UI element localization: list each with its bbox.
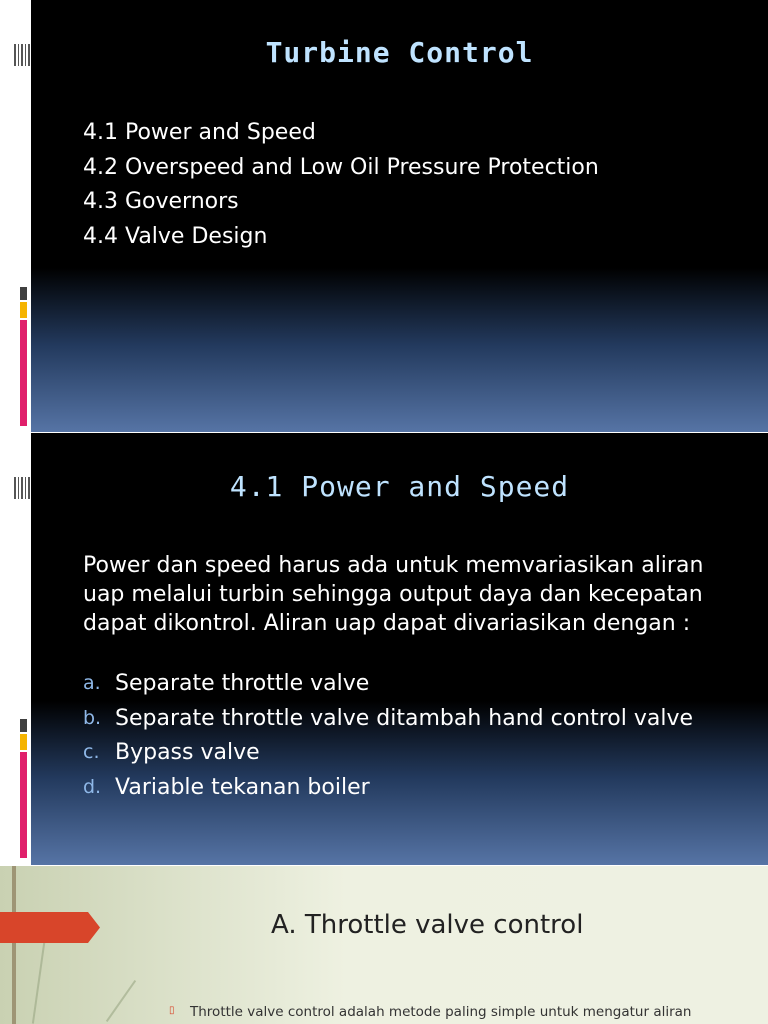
list-item-text: Variable tekanan boiler [115,774,370,800]
toc-list [83,116,599,254]
list-item [83,738,733,767]
strip-accent-dark [20,719,27,732]
square-bullet-icon: ▯ [169,1005,175,1016]
slide-title: Turbine Control [265,36,534,69]
barcode-decoration-icon [14,44,30,66]
strip-accent-yellow [20,734,27,750]
list-marker: d. [83,775,102,798]
barcode-decoration-icon [14,477,30,499]
option-list [83,669,733,807]
bullet-text: Throttle valve control adalah metode paling simple untuk mengatur aliran [190,1004,692,1020]
list-marker: c. [83,741,100,763]
list-item-text: Bypass valve [115,740,260,765]
grass-decoration [106,980,136,1022]
toc-item: 4.2 Overspeed and Low Oil Pressure Protection [83,154,599,180]
toc-item: 4.1 Power and Speed [83,120,316,145]
arrow-accent-shape [0,912,100,943]
grass-decoration [12,866,16,1024]
slide-body-text: Power dan speed harus ada untuk memvariasikan aliran uap melalui turbin sehingga output daya dan kecepatan dapat dikontrol. Aliran uap dapat divariasikan dengan : [83,553,704,636]
strip-accent-dark [20,287,27,300]
slide-title: 4.1 Power and Speed [229,470,570,503]
list-item [83,669,733,698]
slide-title: A. Throttle valve control [271,910,584,940]
list-marker: a. [83,672,101,694]
list-item-text: Separate throttle valve ditambah hand control valve [115,705,694,731]
list-item-text: Separate throttle valve [115,671,370,696]
strip-accent-yellow [20,302,27,318]
toc-item: 4.4 Valve Design [83,223,268,249]
slide-left-strip [0,433,31,865]
slide-turbine-control [0,0,768,432]
strip-accent-pink [20,752,27,858]
toc-item: 4.3 Governors [83,189,239,214]
list-marker: b. [83,706,102,729]
list-item [83,773,733,802]
strip-accent-pink [20,320,27,426]
list-item [83,704,733,733]
grass-decoration [32,936,46,1023]
slide-left-strip [0,0,31,432]
slide-throttle-valve-control [0,866,768,1024]
